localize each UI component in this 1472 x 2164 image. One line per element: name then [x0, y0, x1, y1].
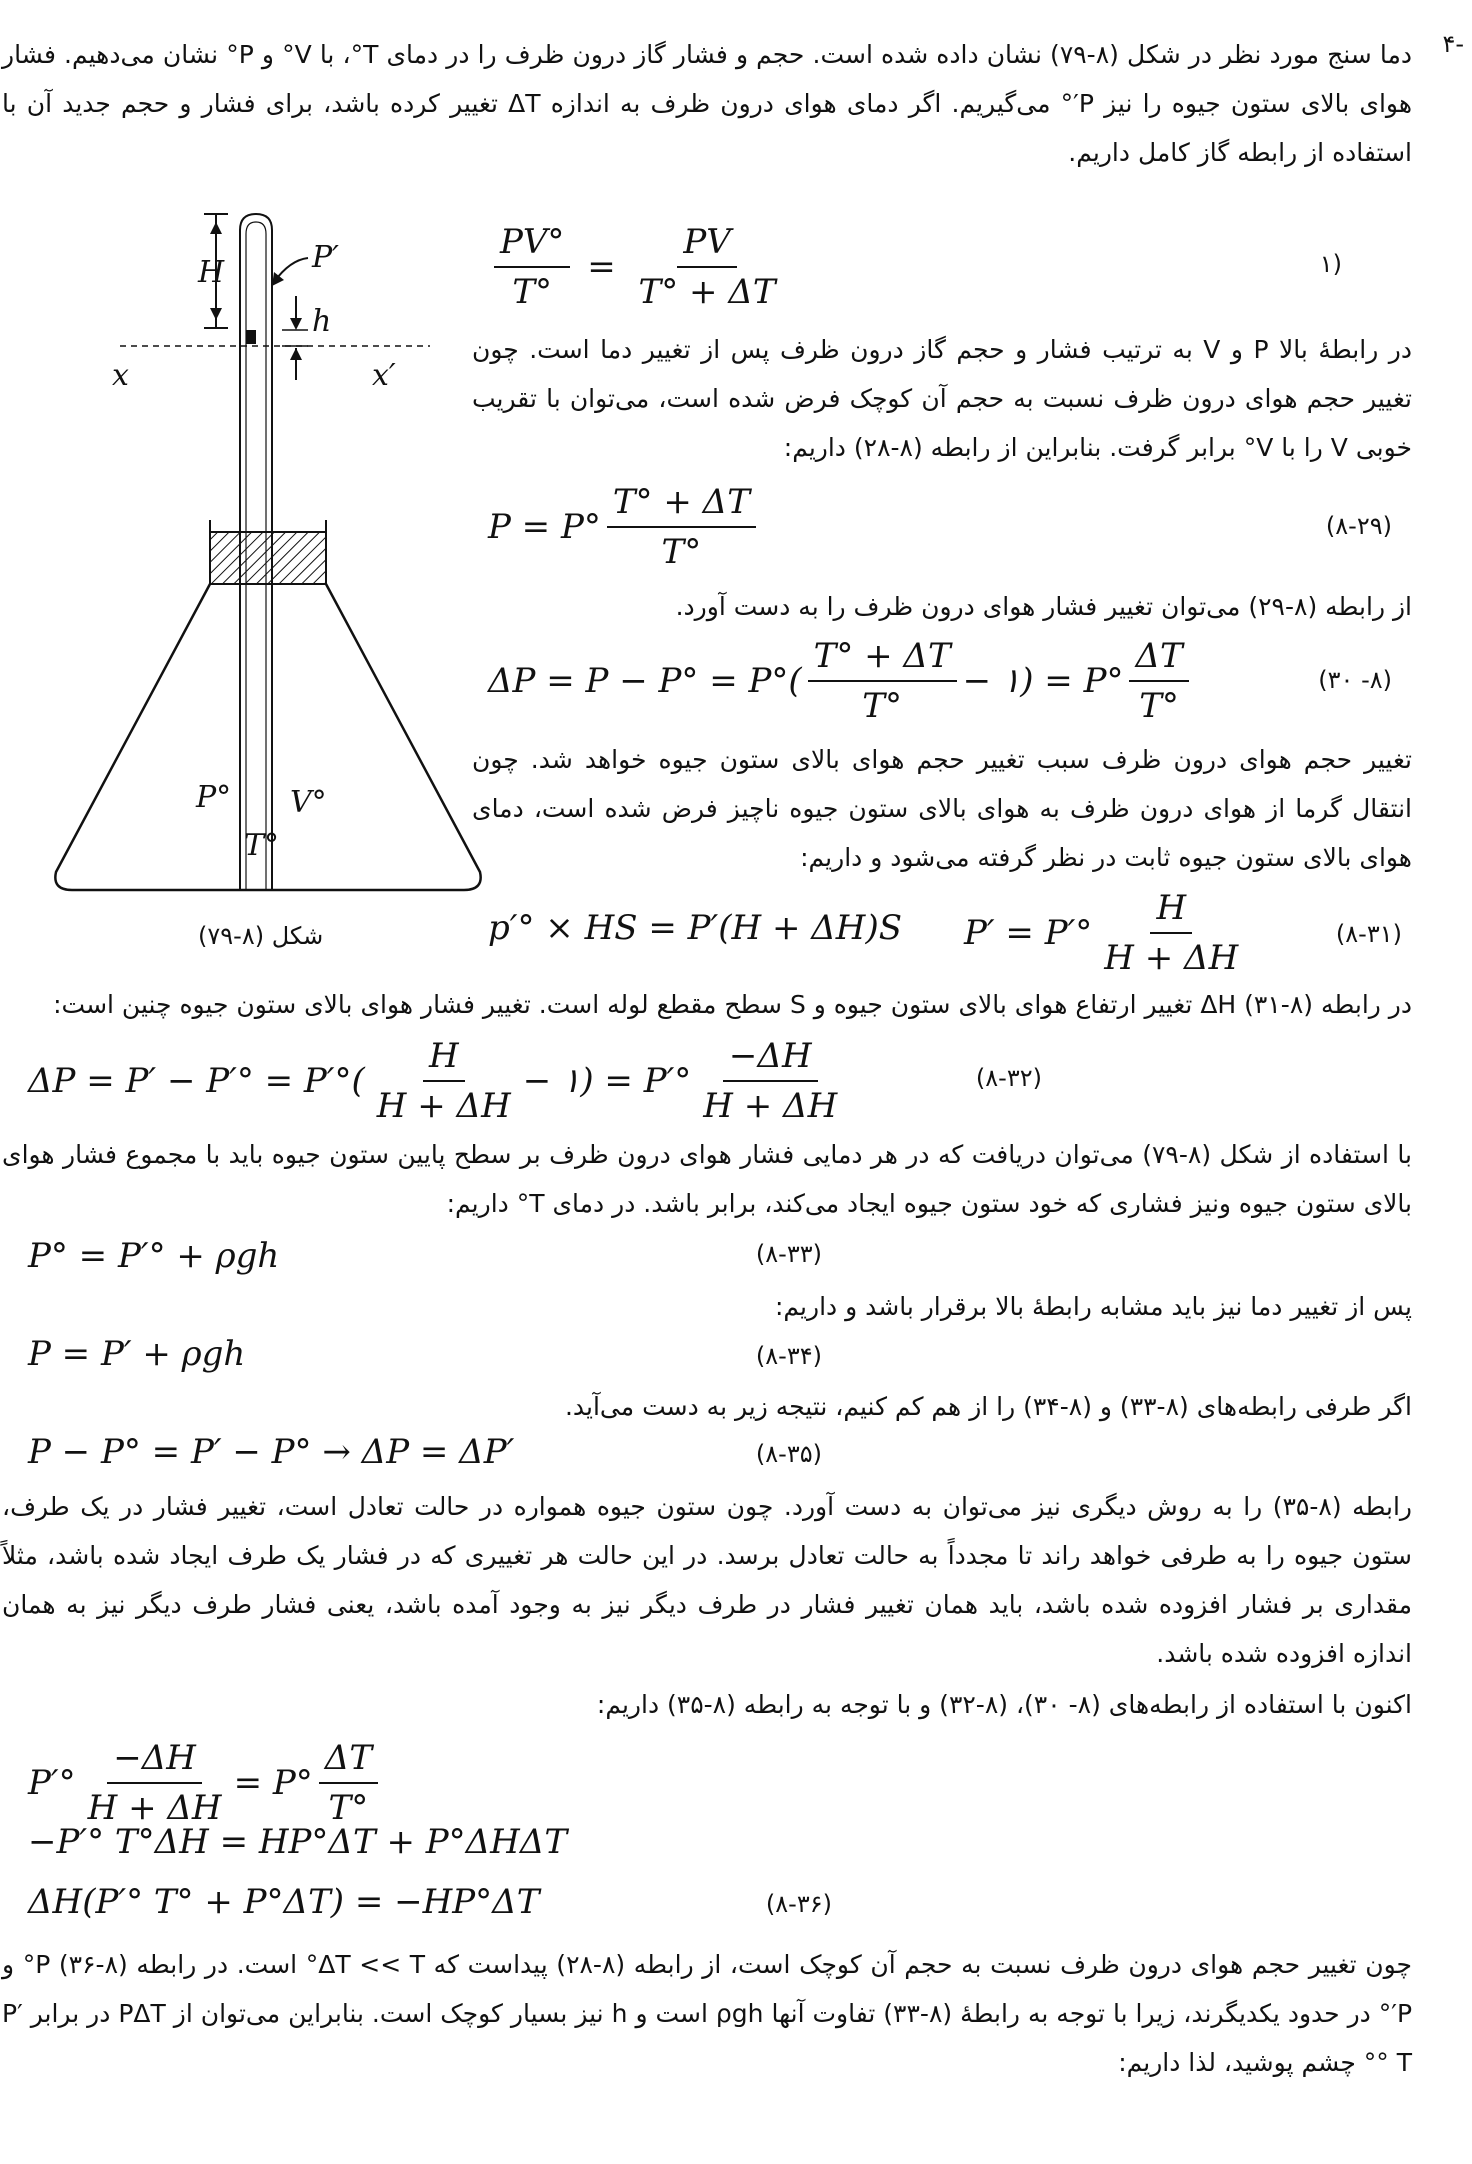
- label-P-prime: P′: [312, 240, 339, 275]
- paragraph-after-eq34: اگر طرفی رابطه‌های (۸-۳۳) و (۸-۳۴) را از هم کم کنیم، نتیجه زیر به دست می‌آید.: [564, 1392, 1412, 1421]
- figure-caption: شکل (۸-۷۹): [198, 922, 324, 950]
- equation-8-36-number: (۸-۳۶): [765, 1890, 832, 1918]
- label-T0: T°: [244, 828, 280, 863]
- paragraph-after-eq31: در رابطه (۸-۳۱) ΔH تغییر ارتفاع هوای بالای ستون جیوه و S سطح مقطع لوله است. تغییر فشار هوای بالای ستون جیوه چنین است:: [53, 990, 1412, 1019]
- equation-8-36-line1: P′° $\frac{-\Delta H}{H + \Delta H}$ = P° $\frac{\Delta T}{T^\circ}$: [28, 1738, 384, 1828]
- label-P0: P°: [196, 780, 232, 815]
- paragraph-after-eq35: رابطه (۸-۳۵) را به روش دیگری نیز می‌توان به دست آورد. چون ستون جیوه همواره در حالت تعادل است، تغییر فشار در یک طرف، ستون جیوه را به طرفی خواهد راند تا مجدداً به حالت تعادل برسد. در این حالت هر تغییری که در فشار یک طرف ایجاد شده باشد، مثلاً مقداری بر فشار افزوده شده باشد، باید همان تغییر فشار در طرف دیگر نیز به وجود آمده باشد، یعنی فشار طرف دیگر نیز به همان اندازه افزوده شده باشد.: [2, 1492, 1412, 1668]
- label-x-prime: x′: [372, 358, 396, 393]
- equation-1-number: (۱: [1319, 250, 1342, 278]
- equation-8-32: ΔP = P′ − P′° = P′°( $\frac{H}{H + \Delta H}$ − ۱) = P′° $\frac{-\Delta H}{H + \Delta H}$: [28, 1036, 838, 1126]
- label-H: H: [198, 255, 225, 290]
- equation-8-36-line3: ΔH(P′° T° + P°ΔT) = −HP°ΔT: [28, 1882, 540, 1922]
- equation-8-33: P° = P′° + ρgh: [28, 1236, 280, 1276]
- equation-8-29: P = P° $\frac{T^\circ + \Delta T}{T^\circ}$: [488, 482, 762, 572]
- equation-8-34: P = P′ + ρgh: [28, 1334, 246, 1374]
- equation-8-31-right: P′ = P′° $\frac{H}{H + \Delta H}$: [964, 888, 1239, 978]
- equation-8-30-number: (۸- ۳۰): [1318, 666, 1392, 694]
- label-V0: V°: [290, 785, 327, 820]
- equation-8-29-number: (۸-۲۹): [1325, 512, 1392, 540]
- equation-8-36-line2: −P′° T°ΔH = HP°ΔT + P°ΔHΔT: [28, 1822, 568, 1862]
- equation-8-30: ΔP = P − P° = P°( $\frac{T^\circ + \Delta T}{T^\circ}$ − ۱) = P° $\frac{\Delta T}{T^\circ}$: [488, 636, 1195, 726]
- problem-number: -۴: [1442, 30, 1464, 58]
- paragraph-after-eq1: در رابطهٔ بالا P و V به ترتیب فشار و حجم گاز درون ظرف پس از تغییر دما است. چون تغییر حجم هوای درون ظرف نسبت به حجم آن کوچک فرض شده است، می‌توان با تقریب خوبی V را با V° برابر گرفت. بنابراین از رابطه (۸-۲۸) داریم:: [472, 335, 1412, 462]
- paragraph-after-eq32: با استفاده از شکل (۸-۷۹) می‌توان دریافت که در هر دمایی فشار هوای درون ظرف بر سطح پایین ستون جیوه باید با مجموع فشار هوای بالای ستون جیوه ونیز فشاری که خود ستون جیوه ایجاد می‌کند، برابر باشد. در دمای T° داریم:: [2, 1140, 1412, 1218]
- intro-paragraph: دما سنج مورد نظر در شکل (۸-۷۹) نشان داده شده است. حجم و فشار گاز درون ظرف را در دمای T°، با V° و P° نشان می‌دهیم. فشار هوای بالای ستون جیوه را نیز P′° می‌گیریم. اگر دمای هوای درون ظرف به اندازه ΔT تغییر کرده باشد، برای فشار و حجم جدید آن با استفاده از رابطه گاز کامل داریم.: [2, 40, 1413, 167]
- equation-1: $\frac{PV^\circ}{T^\circ}$ = $\frac{PV}{T^\circ + \Delta T}$: [488, 222, 788, 312]
- equation-8-34-number: (۸-۳۴): [755, 1342, 822, 1370]
- label-h: h: [312, 304, 332, 339]
- equation-8-35-number: (۸-۳۵): [755, 1440, 822, 1468]
- final-paragraph: چون تغییر حجم هوای درون ظرف نسبت به حجم آن کوچک است، از رابطه (۸-۲۸) پیداست که ΔT << T° است. در رابطه (۸-۳۶) P° و P′° در حدود یکدیگرند، زیرا با توجه به رابطهٔ (۸-۳۳) تفاوت آنها ρgh است و h نیز بسیار کوچک است. بنابراین می‌توان از PΔT در برابر P′° T° چشم پوشید، لذا داریم:: [2, 1950, 1413, 2077]
- equation-8-33-number: (۸-۳۳): [755, 1240, 822, 1268]
- paragraph-before-eq36: اکنون با استفاده از رابطه‌های (۸- ۳۰)، (۸-۳۲) و با توجه به رابطه (۸-۳۵) داریم:: [596, 1690, 1412, 1719]
- equation-8-32-number: (۸-۳۲): [975, 1064, 1042, 1092]
- equation-8-31-number: (۸-۳۱): [1335, 920, 1402, 948]
- paragraph-after-eq29: از رابطه (۸-۲۹) می‌توان تغییر فشار هوای درون ظرف را به دست آورد.: [675, 592, 1412, 621]
- equation-8-35: P − P° = P′ − P° → ΔP = ΔP′: [28, 1432, 515, 1472]
- paragraph-after-eq30: تغییر حجم هوای درون ظرف سبب تغییر حجم هوای بالای ستون جیوه خواهد شد. چون انتقال گرما از هوای درون ظرف به هوای بالای ستون جیوه ناچیز فرض شده است، دمای هوای بالای ستون جیوه ثابت در نظر گرفته می‌شود و داریم:: [472, 745, 1412, 872]
- paragraph-after-eq33: پس از تغییر دما نیز باید مشابه رابطهٔ بالا برقرار باشد و داریم:: [775, 1292, 1412, 1321]
- label-x: x: [112, 358, 129, 393]
- equation-8-31-left: p′° × HS = P′(H + ΔH)S: [488, 908, 903, 948]
